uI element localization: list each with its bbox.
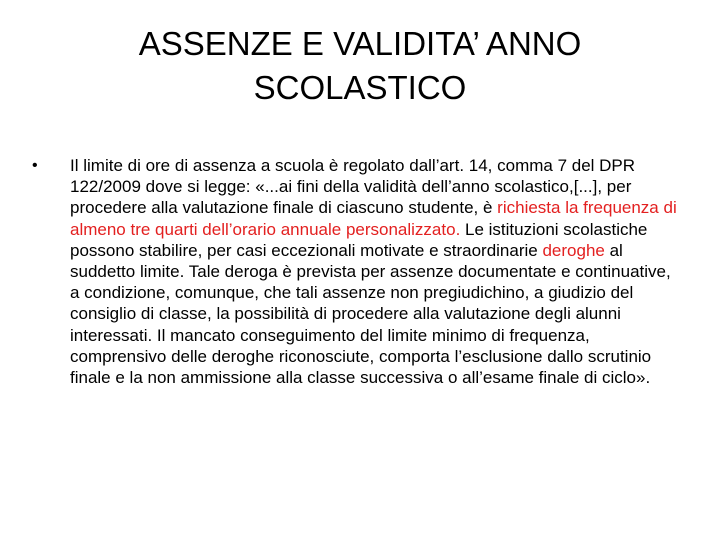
bullet-paragraph [70, 155, 684, 388]
slide-content [30, 155, 685, 388]
paragraph-segment-1: Il limite di ore di assenza a scuola è regolato dall’art. 14, comma 7 del DPR 122/2009 dove si legge: «...ai fini della validità dell’anno scolastico,[...], per procedere alla valutazione finale di ciascuno studente, è [70, 156, 636, 218]
slide-title [60, 22, 660, 110]
bullet-item [30, 155, 685, 388]
bullet-icon: • [32, 157, 38, 174]
highlighted-requirement: richiesta la frequenza di almeno tre quarti dell’orario annuale personalizzato. [70, 198, 677, 239]
title-line-2: SCOLASTICO [253, 69, 467, 106]
highlighted-deroghe: deroghe [542, 240, 605, 260]
title-line-1: ASSENZE E VALIDITA’ ANNO [138, 25, 582, 62]
paragraph-segment-3: Le istituzioni scolastiche possono stabilire, per casi eccezionali motivate e straordinarie [70, 219, 648, 260]
paragraph-segment-5: al suddetto limite. Tale deroga è prevista per assenze documentate e continuative, a condizione, comunque, che tali assenze non pregiudichino, a giudizio del consiglio di classe, la possibilità di procedere alla valutazione degli alunni interessati. Il mancato conseguimento del limite minimo di frequenza, comprensivo delle deroghe riconosciute, comporta l’esclusione dallo scrutinio finale e la non ammissione alla classe successiva o all’esame finale di ciclo». [70, 240, 671, 388]
